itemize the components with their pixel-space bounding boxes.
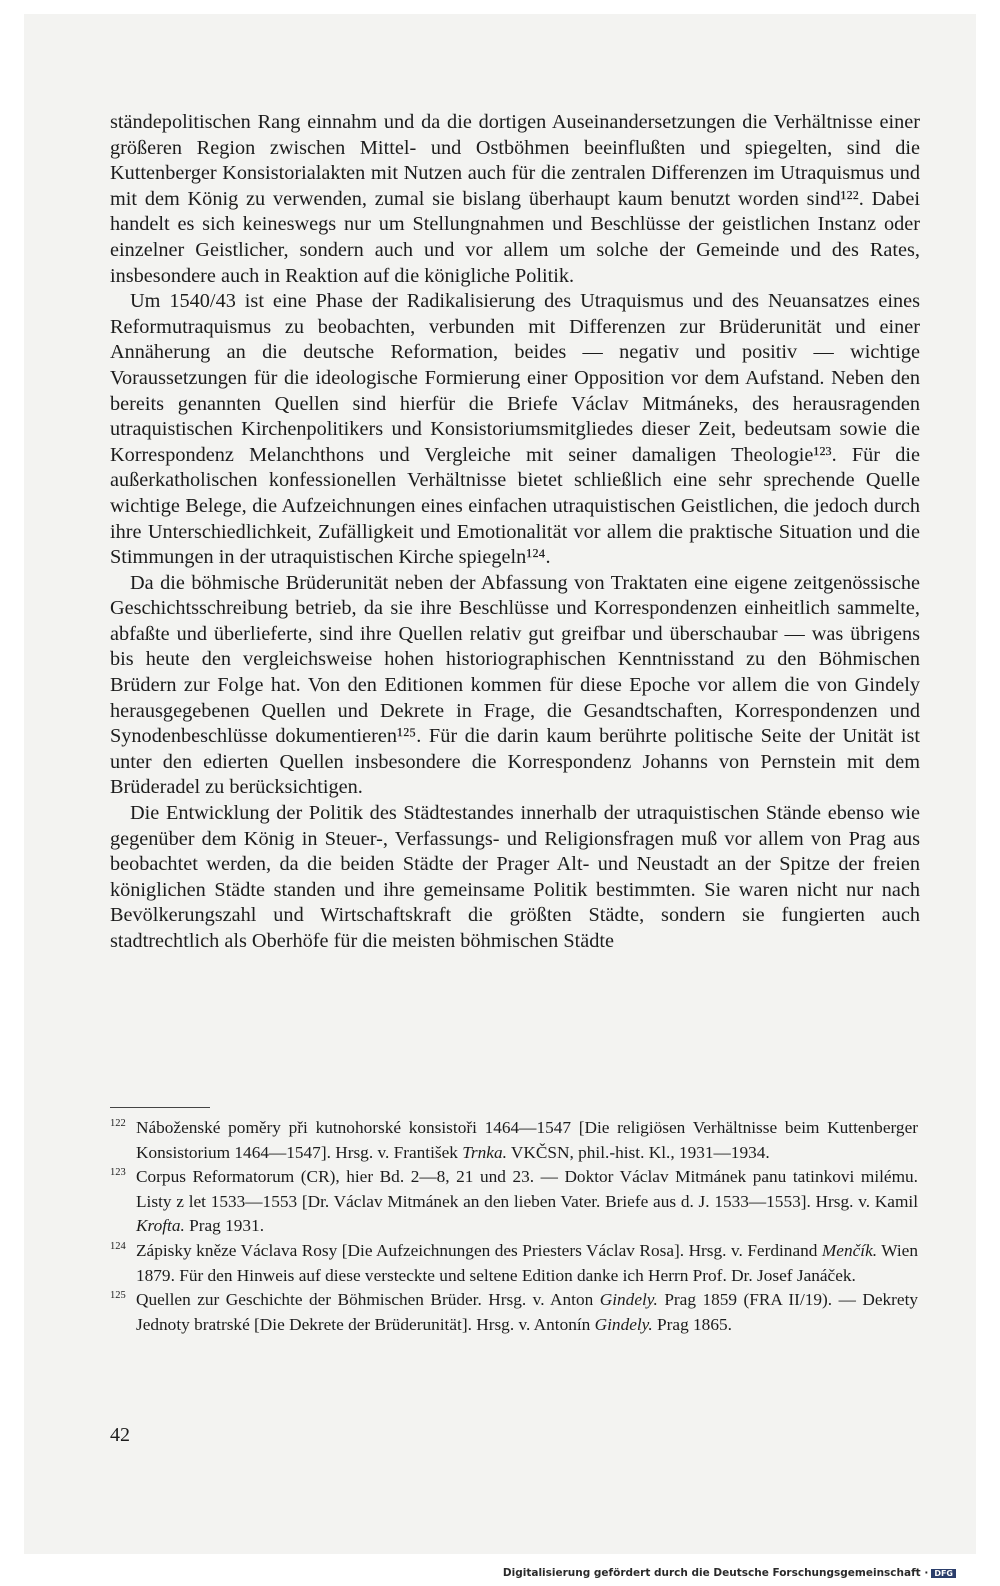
footnote-text: Prag 1931. [184, 1216, 265, 1236]
footnote-editor: Trnka. [462, 1142, 507, 1162]
footnote-editor: Krofta. [136, 1216, 185, 1236]
footer-text: Digitalisierung gefördert durch die Deutsche Forschungsgemeinschaft · [502, 1567, 929, 1579]
footnotes [110, 1116, 918, 1337]
dfg-logo: DFG [931, 1569, 956, 1578]
footnote-number: 124 [110, 1240, 126, 1252]
dfg-footer [503, 1567, 956, 1579]
footnote-editor: Menčík. [821, 1240, 878, 1260]
footnote-text: Wien 1879. Für den Hinweis auf diese versteckte und seltene Edition danke ich Herrn Prof. Dr. Josef Janáček. [136, 1240, 918, 1285]
footnote-text: Prag 1859 (FRA II/19). — Dekrety Jednoty bratrské [Die Dekrete der Brüderunität]. Hrsg. v. Antonín [136, 1290, 919, 1334]
footnote-123 [110, 1165, 918, 1239]
paragraph-3: Da die böhmische Brüderunität neben der Abfassung von Traktaten eine eigene zeitgenössische Geschichtsschreibung betrieb, da sie ihre Beschlüsse und Korrespondenzen einheitlich sammelte, abfaßte und überlieferte, sind ihre Quellen relativ gut greifbar und überschaubar — was übrigens bis heute den vergleichsweise hohen historiographischen Kenntnisstand zu den Böhmischen Brüdern zur Folge hat. Von den Editionen kommen für diese Epoche vor allem die von Gindely herausgegebenen Quellen und Dekrete in Frage, die Gesandtschaften, Korrespondenzen und Synodenbeschlüsse dokumentieren¹²⁵. Für die darin kaum berührte politische Seite der Unität ist unter den edierten Quellen insbesondere die Korrespondenz Johanns von Pernstein mit dem Brüderadel zu berücksichtigen. [110, 571, 920, 799]
page-number: 42 [110, 1424, 130, 1446]
footnote-122 [110, 1116, 918, 1165]
footnote-text: Náboženské poměry při kutnohorské konsistoři 1464—1547 [Die religiösen Verhältnisse beim Kuttenberger Konsistorium 1464—1547]. Hrsg. v. František [136, 1118, 918, 1162]
footnote-number: 122 [110, 1118, 126, 1129]
footnote-125 [110, 1288, 918, 1337]
footnote-text: Prag 1865. [652, 1314, 732, 1334]
footnote-124 [110, 1239, 918, 1288]
main-text [110, 110, 920, 955]
footnote-text: Zápisky kněze Václava Rosy [Die Aufzeichnungen des Priesters Václav Rosa]. Hrsg. v. Ferdinand [136, 1240, 822, 1260]
footnote-text: Corpus Reformatorum (CR), hier Bd. 2—8, 21 und 23. — Doktor Václav Mitmánek panu tatinkovi milému. Listy z let 1533—1553 [Dr. Václav Mitmánek an den lieben Vater. Briefe aus d. J. 1533—1553]. Hrsg. v. Kamil [136, 1167, 918, 1211]
footnote-number: 125 [110, 1290, 126, 1302]
footnote-text: VKČSN, phil.-hist. Kl., 1931—1934. [506, 1142, 770, 1162]
footnote-editor: Gindely. [599, 1290, 658, 1310]
paragraph-1: ständepolitischen Rang einnahm und da die dortigen Auseinandersetzungen die Verhältnisse einer größeren Region zwischen Mittel- und Ostböhmen beeinflußten und spiegelten, sind die Kuttenberger Konsistorialakten mit Nutzen auch für die zentralen Differenzen im Utraquismus und mit dem König zu verwenden, zumal sie bislang überhaupt kaum benutzt worden sind¹²². Dabei handelt es sich keineswegs nur um Stellungnahmen und Beschlüsse der geistlichen Instanz oder einzelner Geistlicher, sondern auch und vor allem um solche der Gemeinde und des Rates, insbesondere auch in Reaktion auf die königliche Politik. [110, 111, 920, 287]
footnote-text: Quellen zur Geschichte der Böhmischen Brüder. Hrsg. v. Anton [136, 1290, 600, 1310]
footnote-separator [110, 1107, 210, 1108]
paragraph-2: Um 1540/43 ist eine Phase der Radikalisierung des Utraquismus und des Neuansatzes eines Reformutraquismus zu beobachten, verbunden mit Differenzen zur Brüderunität und einer Annäherung an die deutsche Reformation, beides — negativ und positiv — wichtige Voraussetzungen für die ideologische Formierung einer Opposition vor dem Aufstand. Neben den bereits genannten Quellen sind hierfür die Briefe Václav Mitmáneks, des herausragenden utraquistischen Kirchenpolitikers und Konsistoriumsmitgliedes dieser Zeit, bedeutsam sowie die Korrespondenz Melanchthons und Vergleiche mit seiner damaligen Theologie¹²³. Für die außerkatholischen konfessionellen Verhältnisse bietet schließlich eine sehr sprechende Quelle wichtige Belege, die Aufzeichnungen eines einfachen utraquistischen Geistlichen, die jedoch durch ihre Unterschiedlichkeit, Zufälligkeit und Emotionalität vor allem die praktische Situation und die Stimmungen in der utraquistischen Kirche spiegeln¹²⁴. [110, 290, 920, 569]
paragraph-4: Die Entwicklung der Politik des Städtestandes innerhalb der utraquistischen Stände ebenso wie gegenüber dem König in Steuer-, Verfassungs- und Religionsfragen muß vor allem von Prag aus beobachtet werden, da die beiden Städte der Prager Alt- und Neustadt an der Spitze der freien königlichen Städte standen und ihre gemeinsame Politik bestimmten. Sie waren nicht nur nach Bevölkerungszahl und Wirtschaftskraft die größten Städte, sondern sie fungierten auch stadtrechtlich als Oberhöfe für die meisten böhmischen Städte [110, 802, 920, 952]
footnote-number: 123 [110, 1167, 126, 1179]
footnote-editor: Gindely. [594, 1314, 653, 1334]
